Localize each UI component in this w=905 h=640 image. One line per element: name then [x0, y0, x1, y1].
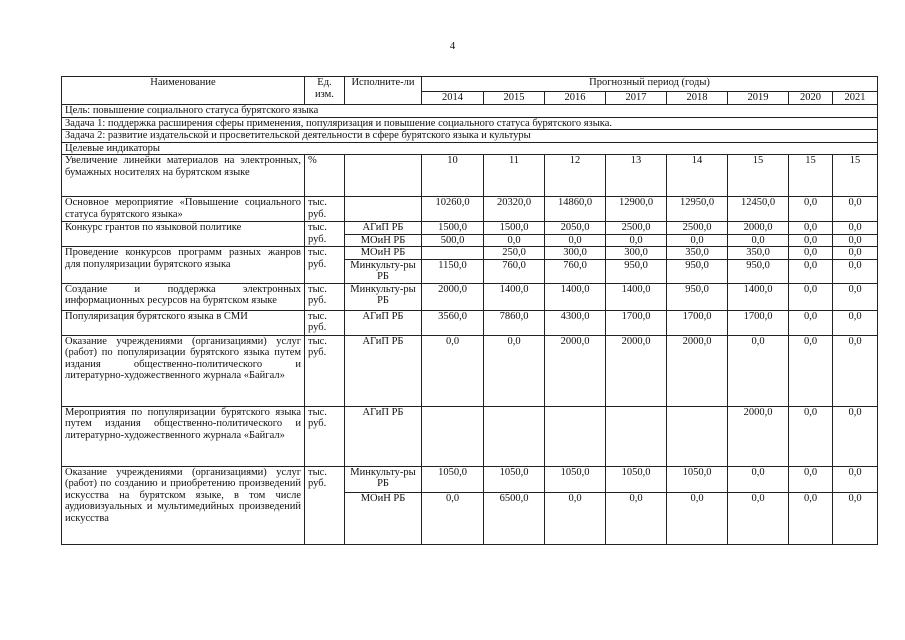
row-executor	[345, 155, 422, 197]
table-row	[62, 197, 878, 222]
value-cell: 15	[833, 155, 878, 197]
value-cell: 3560,0	[422, 310, 484, 335]
value-cell: 0,0	[728, 492, 789, 544]
value-cell: 12	[545, 155, 606, 197]
value-cell: 1050,0	[545, 466, 606, 492]
value-cell: 10	[422, 155, 484, 197]
row-unit: тыс. руб.	[305, 310, 345, 335]
value-cell: 1050,0	[606, 466, 667, 492]
value-cell: 950,0	[606, 259, 667, 283]
value-cell: 0,0	[789, 197, 833, 222]
value-cell: 0,0	[833, 234, 878, 247]
row-executor: АГиП РБ	[345, 310, 422, 335]
value-cell: 20320,0	[484, 197, 545, 222]
row-executor: Минкульту-ры РБ	[345, 466, 422, 492]
row-name: Увеличение линейки материалов на электронных, бумажных носителях на бурятском языке	[62, 155, 305, 197]
value-cell: 0,0	[789, 335, 833, 406]
value-cell: 12950,0	[667, 197, 728, 222]
value-cell: 1400,0	[728, 283, 789, 310]
value-cell: 0,0	[833, 259, 878, 283]
row-executor	[345, 197, 422, 222]
row-unit: тыс. руб.	[305, 197, 345, 222]
task1-row: Задача 1: поддержка расширения сферы применения, популяризация и повышение социального статуса бурятского языка.	[62, 117, 878, 130]
value-cell: 1050,0	[484, 466, 545, 492]
value-cell: 0,0	[833, 222, 878, 235]
value-cell	[422, 247, 484, 260]
value-cell: 12450,0	[728, 197, 789, 222]
row-name: Проведение конкурсов программ разных жанров для популяризации бурятского языка	[62, 247, 305, 284]
value-cell: 0,0	[833, 310, 878, 335]
value-cell	[545, 406, 606, 466]
value-cell: 14860,0	[545, 197, 606, 222]
table-row	[62, 406, 878, 466]
value-cell: 760,0	[484, 259, 545, 283]
value-cell: 0,0	[789, 406, 833, 466]
value-cell: 0,0	[728, 335, 789, 406]
value-cell: 2000,0	[667, 335, 728, 406]
row-name: Конкурс грантов по языковой политике	[62, 222, 305, 247]
header-executor: Исполните-ли	[345, 77, 422, 105]
value-cell: 2000,0	[728, 222, 789, 235]
value-cell: 0,0	[728, 234, 789, 247]
page-number: 4	[449, 40, 456, 52]
value-cell: 0,0	[667, 234, 728, 247]
row-name: Мероприятия по популяризации бурятского языка путем издания общественно-политического и литературно-художественного журнала «Байгал»	[62, 406, 305, 466]
value-cell: 1700,0	[728, 310, 789, 335]
value-cell: 0,0	[833, 335, 878, 406]
value-cell: 1500,0	[422, 222, 484, 235]
value-cell: 1700,0	[606, 310, 667, 335]
row-unit: тыс. руб.	[305, 247, 345, 284]
row-name: Создание и поддержка электронных информационных ресурсов на бурятском языке	[62, 283, 305, 310]
row-unit: тыс. руб.	[305, 466, 345, 544]
value-cell: 7860,0	[484, 310, 545, 335]
row-unit: тыс. руб.	[305, 283, 345, 310]
row-unit: тыс. руб.	[305, 335, 345, 406]
value-cell: 15	[789, 155, 833, 197]
table-row	[62, 335, 878, 406]
value-cell: 1050,0	[667, 466, 728, 492]
row-unit: тыс. руб.	[305, 406, 345, 466]
table-row	[62, 247, 878, 260]
value-cell: 0,0	[833, 492, 878, 544]
value-cell: 350,0	[667, 247, 728, 260]
value-cell: 350,0	[728, 247, 789, 260]
row-name: Популяризация бурятского языка в СМИ	[62, 310, 305, 335]
value-cell: 1400,0	[484, 283, 545, 310]
indicators-row: Целевые индикаторы	[62, 142, 878, 155]
value-cell: 0,0	[484, 234, 545, 247]
row-name: Основное мероприятие «Повышение социального статуса бурятского языка»	[62, 197, 305, 222]
value-cell: 1700,0	[667, 310, 728, 335]
value-cell: 500,0	[422, 234, 484, 247]
row-name: Оказание учреждениями (организациями) услуг (работ) по созданию и приобретению произведений искусства на бурятском языке, в том числе аудиовизуальных и мультимедийных произведений искусства	[62, 466, 305, 544]
value-cell: 300,0	[606, 247, 667, 260]
value-cell: 950,0	[728, 259, 789, 283]
value-cell: 2500,0	[606, 222, 667, 235]
value-cell: 0,0	[789, 247, 833, 260]
header-year: 2014	[422, 92, 484, 105]
header-year: 2020	[789, 92, 833, 105]
value-cell: 300,0	[545, 247, 606, 260]
value-cell: 2000,0	[545, 335, 606, 406]
header-unit: Ед. изм.	[305, 77, 345, 105]
forecast-table	[61, 76, 878, 545]
value-cell: 0,0	[789, 259, 833, 283]
value-cell: 0,0	[667, 492, 728, 544]
value-cell: 2000,0	[422, 283, 484, 310]
table-row	[62, 310, 878, 335]
value-cell: 0,0	[833, 406, 878, 466]
value-cell: 0,0	[789, 222, 833, 235]
row-executor: АГиП РБ	[345, 406, 422, 466]
table-row	[62, 283, 878, 310]
value-cell: 0,0	[422, 492, 484, 544]
value-cell: 0,0	[545, 234, 606, 247]
header-year: 2021	[833, 92, 878, 105]
table-row	[62, 222, 878, 235]
value-cell: 1400,0	[606, 283, 667, 310]
value-cell: 0,0	[789, 466, 833, 492]
value-cell: 12900,0	[606, 197, 667, 222]
value-cell: 0,0	[728, 466, 789, 492]
header-year: 2018	[667, 92, 728, 105]
goal-row: Цель: повышение социального статуса бурятского языка	[62, 105, 878, 118]
value-cell: 0,0	[833, 197, 878, 222]
value-cell: 2050,0	[545, 222, 606, 235]
value-cell	[606, 406, 667, 466]
row-executor: МОиН РБ	[345, 492, 422, 544]
row-name: Оказание учреждениями (организациями) услуг (работ) по популяризации бурятского языка путем издания общественно-политического и литературно-художественного журнала «Байгал»	[62, 335, 305, 406]
row-executor: Минкульту-ры РБ	[345, 283, 422, 310]
row-unit: %	[305, 155, 345, 197]
row-executor: АГиП РБ	[345, 222, 422, 235]
value-cell	[667, 406, 728, 466]
header-name: Наименование	[62, 77, 305, 105]
value-cell: 11	[484, 155, 545, 197]
value-cell: 15	[728, 155, 789, 197]
row-unit: тыс. руб.	[305, 222, 345, 247]
header-year: 2017	[606, 92, 667, 105]
value-cell: 2000,0	[728, 406, 789, 466]
value-cell: 13	[606, 155, 667, 197]
table-row	[62, 155, 878, 197]
value-cell: 250,0	[484, 247, 545, 260]
value-cell: 14	[667, 155, 728, 197]
table-row	[62, 466, 878, 492]
value-cell	[422, 406, 484, 466]
value-cell: 1050,0	[422, 466, 484, 492]
value-cell: 760,0	[545, 259, 606, 283]
value-cell: 0,0	[833, 247, 878, 260]
value-cell: 10260,0	[422, 197, 484, 222]
value-cell: 950,0	[667, 259, 728, 283]
row-executor: МОиН РБ	[345, 234, 422, 247]
row-executor: Минкульту-ры РБ	[345, 259, 422, 283]
task2-row: Задача 2: развитие издательской и просветительской деятельности в сфере бурятского языка и культуры	[62, 130, 878, 143]
value-cell: 0,0	[789, 283, 833, 310]
value-cell: 0,0	[789, 310, 833, 335]
header-year: 2015	[484, 92, 545, 105]
header-year: 2019	[728, 92, 789, 105]
value-cell: 4300,0	[545, 310, 606, 335]
value-cell: 0,0	[789, 234, 833, 247]
value-cell: 950,0	[667, 283, 728, 310]
row-executor: АГиП РБ	[345, 335, 422, 406]
row-executor: МОиН РБ	[345, 247, 422, 260]
value-cell: 2500,0	[667, 222, 728, 235]
value-cell: 0,0	[422, 335, 484, 406]
value-cell: 1400,0	[545, 283, 606, 310]
value-cell: 0,0	[606, 492, 667, 544]
header-forecast-period: Прогнозный период (годы)	[422, 77, 878, 92]
value-cell	[484, 406, 545, 466]
value-cell: 6500,0	[484, 492, 545, 544]
value-cell: 0,0	[789, 492, 833, 544]
value-cell: 0,0	[545, 492, 606, 544]
value-cell: 0,0	[833, 466, 878, 492]
value-cell: 0,0	[484, 335, 545, 406]
value-cell: 0,0	[606, 234, 667, 247]
value-cell: 2000,0	[606, 335, 667, 406]
value-cell: 0,0	[833, 283, 878, 310]
header-year: 2016	[545, 92, 606, 105]
value-cell: 1500,0	[484, 222, 545, 235]
value-cell: 1150,0	[422, 259, 484, 283]
